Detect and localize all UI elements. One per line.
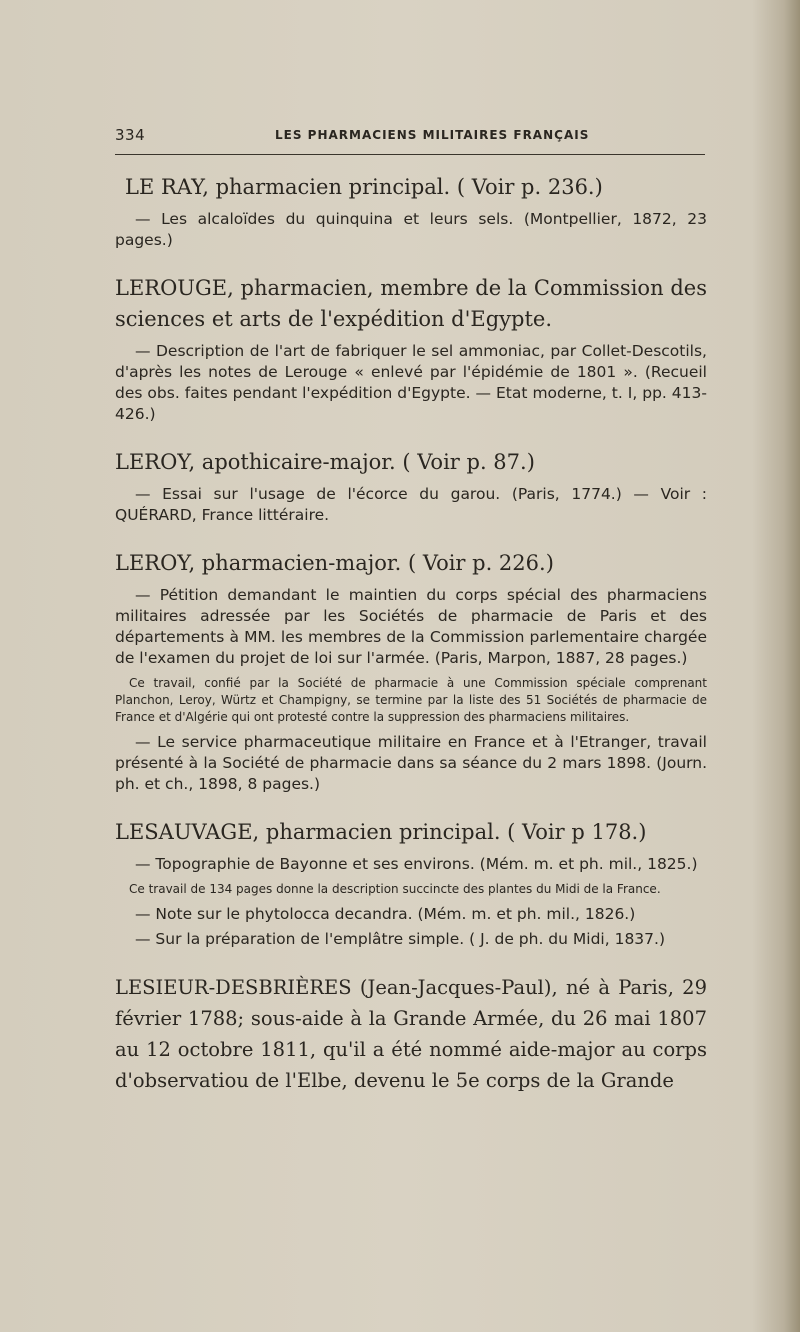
entry-item: — Topographie de Bayonne et ses environs. (Mém. m. et ph. mil., 1825.) — [135, 855, 698, 873]
entry-note: Ce travail, confié par la Société de pharmacie à une Commission spéciale comprenant Planchon, Leroy, Würtz et Champigny, se termine par la liste des 51 Sociétés de pharmacie de France et d'Algérie qui ont protesté contre la suppression des pharmaciens militaires. — [115, 676, 707, 724]
biography-lesieur-desbrieres: LESIEUR-DESBRIÈRES (Jean-Jacques-Paul), né à Paris, 29 février 1788; sous-aide à la Grande Armée, du 26 mai 1807 au 12 octobre 1811, qu'il a été nommé aide-major au corps d'observatiou de l'Elbe, devenu le 5e corps de la Grande — [115, 976, 707, 1092]
entry-title-leroy-pharmacien-major: LEROY, pharmacien-major. ( Voir p. 226.) — [115, 551, 554, 575]
page-number: 334 — [115, 126, 146, 144]
entry-title-le-ray: LE RAY, pharmacien principal. ( Voir p. 236.) — [125, 175, 603, 199]
entry-title-leroy-apothicaire: LEROY, apothicaire-major. ( Voir p. 87.) — [115, 450, 535, 474]
entry-item: — Description de l'art de fabriquer le sel ammoniac, par Collet-Descotils, d'après les notes de Lerouge « enlevé par l'épidémie de 1801 ». (Recueil des obs. faites pendant l'expédition d'Egypte. — Etat moderne, t. I, pp. 413-426.) — [115, 342, 707, 423]
entry-note: Ce travail de 134 pages donne la description succincte des plantes du Midi de la France. — [129, 882, 661, 896]
page-content — [115, 172, 707, 1116]
entry-title-lerouge: LEROUGE, pharmacien, membre de la Commission des sciences et arts de l'expédition d'Egypte. — [115, 276, 707, 331]
entry-item: — Pétition demandant le maintien du corps spécial des pharmaciens militaires adressée par les Sociétés de pharmacie de Paris et des départements à MM. les membres de la Commission parlementaire chargée de l'examen du projet de loi sur l'armée. (Paris, Marpon, 1887, 28 pages.) — [115, 586, 707, 667]
running-title: LES PHARMACIENS MILITAIRES FRANÇAIS — [275, 128, 590, 142]
entry-item: — Le service pharmaceutique militaire en France et à l'Etranger, travail présenté à la Société de pharmacie dans sa séance du 2 mars 1898. (Journ. ph. et ch., 1898, 8 pages.) — [115, 733, 707, 793]
entry-title-lesauvage: LESAUVAGE, pharmacien principal. ( Voir p 178.) — [115, 820, 647, 844]
header-rule — [115, 154, 705, 155]
entry-item: — Essai sur l'usage de l'écorce du garou. (Paris, 1774.) — Voir : QUÉRARD, France littéraire. — [115, 485, 707, 524]
entry-item: — Sur la préparation de l'emplâtre simple. ( J. de ph. du Midi, 1837.) — [135, 930, 665, 948]
entry-item: — Les alcaloïdes du quinquina et leurs sels. (Montpellier, 1872, 23 pages.) — [115, 210, 707, 249]
page-header — [115, 126, 705, 148]
entry-item: — Note sur le phytolocca decandra. (Mém. m. et ph. mil., 1826.) — [135, 905, 636, 923]
